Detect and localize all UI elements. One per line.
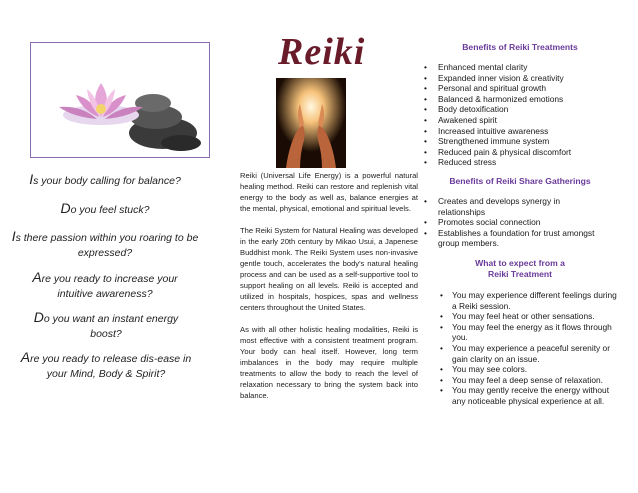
share-heading: Benefits of Reiki Share Gatherings [449, 176, 591, 186]
page-title: Reiki [278, 31, 366, 73]
list-item: • Awakened spirit [420, 115, 630, 126]
expect-heading-line-1: What to expect from a [475, 258, 565, 268]
question-intuitive: Are you ready to increase your intuitive awareness? [32, 269, 178, 300]
benefits-list [420, 62, 630, 168]
expect-heading-line-2: Reiki Treatment [488, 269, 552, 279]
lotus-flower-icon [31, 43, 209, 157]
expect-list [438, 290, 618, 407]
list-item: • You may see colors. [438, 364, 618, 375]
list-item: • Creates and develops synergy in relationships [420, 196, 598, 217]
benefits-heading: Benefits of Reiki Treatments [462, 42, 578, 52]
question-energy: Do you want an instant energy boost? [33, 309, 179, 340]
lotus-stones-image [30, 42, 210, 158]
list-item: • You may feel the energy as it flows through you. [438, 322, 618, 343]
list-item: • Reduced pain & physical discomfort [420, 147, 630, 158]
list-item: • Promotes social connection [420, 217, 598, 228]
paragraph-treatment: As with all other holistic healing modalities, Reiki is most effective with a consistent treatment program. Your body can heal itself. However, long term imbalances in the body may require multiple treatments to allow the body to reach the level of relaxation necessary to bring the system back into balance. [240, 325, 418, 400]
list-item: • Personal and spiritual growth [420, 83, 630, 94]
glowing-hands-image [276, 78, 346, 168]
about-reiki-text [240, 170, 418, 412]
list-item: • Strengthened immune system [420, 136, 630, 147]
question-stuck: Do you feel stuck? [60, 200, 150, 216]
hands-light-icon [276, 78, 346, 168]
list-item: • You may feel heat or other sensations. [438, 311, 618, 322]
list-item: • Body detoxification [420, 104, 630, 115]
list-item: • You may feel a deep sense of relaxation. [438, 375, 618, 386]
list-item: • Establishes a foundation for trust amongst group members. [420, 228, 598, 249]
list-item: • Enhanced mental clarity [420, 62, 630, 73]
list-item: • Balanced & harmonized emotions [420, 94, 630, 105]
list-item: • Expanded inner vision & creativity [420, 73, 630, 84]
paragraph-history: The Reiki System for Natural Healing was developed in the early 20th century by Mikao Usui, a Japenese Buddhist monk. The Reiki System uses non-invasive gentle touch, accelerates the body's natural healing process and can be used as a self-supportive tool to support healing on all levels. Reiki is accepted and utilized in hospitals, hospices, spas and wellness centers throughout the United States. [240, 226, 418, 312]
paragraph-intro: Reiki (Universal Life Energy) is a powerful natural healing method. Reiki can restore and replenish vital energy to the body as well as, balance energies at the mental, physical, emotional and spiritual levels. [240, 171, 418, 213]
list-item: • You may experience a peaceful serenity or gain clarity on an issue. [438, 343, 618, 364]
list-item: • Reduced stress [420, 157, 630, 168]
question-balance: Is your body calling for balance? [29, 171, 181, 187]
question-passion: Is there passion within you roaring to be expressed? [11, 228, 199, 259]
list-item: • You may experience different feelings during a Reiki session. [438, 290, 618, 311]
list-item: • You may gently receive the energy without any noticeable physical experience at all. [438, 385, 618, 406]
share-list [420, 196, 598, 249]
list-item: • Increased intuitive awareness [420, 126, 630, 137]
question-dis-ease: Are you ready to release dis-ease in your Mind, Body & Spirit? [20, 349, 192, 380]
